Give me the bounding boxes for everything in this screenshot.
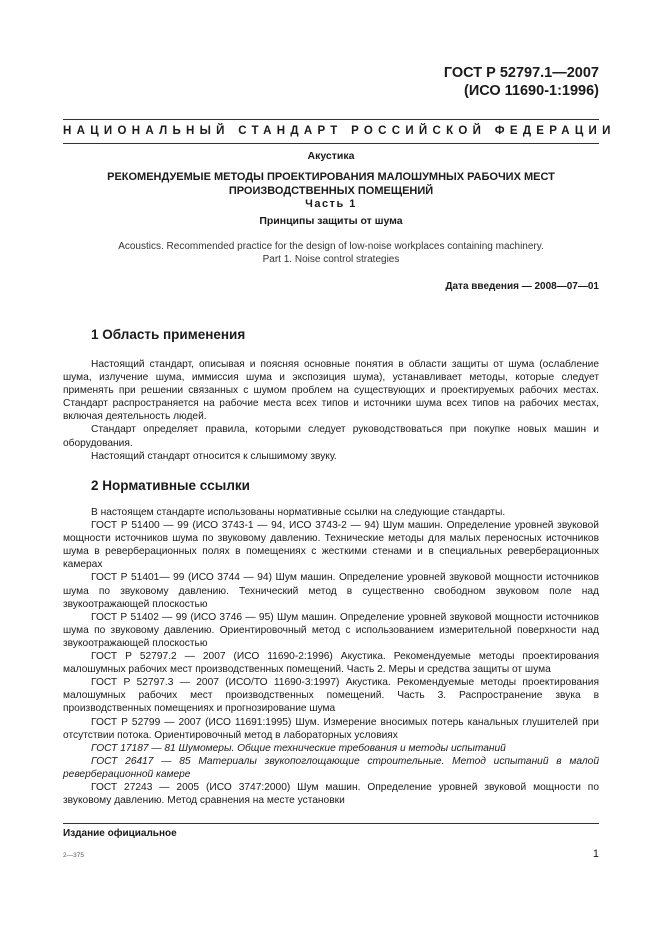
section-1-body [63, 358, 599, 463]
reference-item: ГОСТ Р 52797.3 — 2007 (ИСО/ТО 11690-3:1997) Акустика. Рекомендуемые методы проектирования малошумных рабочих мест производственных помещений. Часть 3. Распространение звука в производственных помещениях и прогнозирование шума [63, 677, 599, 715]
section-2-body [63, 506, 599, 807]
english-title-line-2: Part 1. Noise control strategies [262, 254, 400, 265]
official-edition-label: Издание официальное [63, 828, 177, 839]
reference-item: ГОСТ Р 52799 — 2007 (ИСО 11691:1995) Шум. Измерение вносимых потерь канальных глушителей при отсутствии потока. Ориентировочный метод в лабораторных условиях [63, 716, 599, 741]
paragraph: В настоящем стандарте использованы нормативные ссылки на следующие стандарты. [91, 507, 506, 518]
reference-item: ГОСТ 27243 — 2005 (ИСО 3747:2000) Шум машин. Определение уровней звуковой мощности по звуковому давлению. Метод сравнения на месте установки [63, 781, 599, 807]
part-label: Часть 1 [305, 198, 357, 210]
section-1-heading: 1 Область применения [91, 327, 246, 342]
english-title-line-1: Acoustics. Recommended practice for the design of low-noise workplaces containing machinery. [118, 241, 544, 252]
paragraph: Настоящий стандарт, описывая и поясняя основные понятия в области защиты от шума (ослабление шума, излучение шума, иммиссия шума и экспозиция шума), устанавливает методы, которые следует применять при решении связанных с шумом проблем на существующих и проектируемых рабочих местах. Стандарт распространяется на рабочие места всех типов и источники шума всех типов на рабочих местах, включая деятельность людей. [63, 359, 599, 423]
section-2-heading: 2 Нормативные ссылки [91, 478, 250, 493]
english-title [63, 240, 599, 266]
title-line-1: РЕКОМЕНДУЕМЫЕ МЕТОДЫ ПРОЕКТИРОВАНИЯ МАЛОШУМНЫХ РАБОЧИХ МЕСТ [107, 171, 555, 183]
paragraph: Стандарт определяет правила, которыми следует руководствоваться при покупке новых машин и оборудования. [63, 424, 599, 449]
standard-designation [444, 64, 599, 100]
category-label: Акустика [307, 150, 355, 162]
national-standard-banner: НАЦИОНАЛЬНЫЙ СТАНДАРТ РОССИЙСКОЙ ФЕДЕРАЦИИ [63, 125, 616, 137]
banner-divider [63, 143, 599, 144]
introduction-date: Дата введения — 2008—07—01 [445, 281, 599, 292]
title-line-2: ПРОИЗВОДСТВЕННЫХ ПОМЕЩЕНИЙ [228, 185, 434, 197]
reference-item: ГОСТ 17187 — 81 Шумомеры. Общие технические требования и методы испытаний [91, 742, 506, 754]
part-title: Принципы защиты от шума [259, 215, 403, 227]
footer-divider [63, 823, 599, 824]
page-number: 1 [592, 848, 599, 860]
iso-number: (ИСО 11690-1:1996) [464, 83, 599, 99]
reference-item: ГОСТ 26417 — 85 Материалы звукопоглощающие строительные. Метод испытаний в малой реверберационной камере [63, 755, 599, 780]
reference-item: ГОСТ Р 51402 — 99 (ИСО 3746 — 95) Шум машин. Определение уровней звуковой мощности источников шума по звуковому давлению. Ориентировочный метод с использованием измерительной поверхности над звукоотражающей плоскостью [63, 611, 599, 649]
top-divider [63, 119, 599, 120]
print-code: 2—375 [63, 852, 84, 859]
document-title [63, 170, 599, 198]
reference-item: ГОСТ Р 51401— 99 (ИСО 3744 — 94) Шум машин. Определение уровней звуковой мощности источников шума по звуковому давлению. Технический метод в существенно свободном звуковом поле над звукоотражающей плоскостью [63, 572, 599, 610]
reference-item: ГОСТ Р 52797.2 — 2007 (ИСО 11690-2:1996) Акустика. Рекомендуемые методы проектирования малошумных рабочих мест производственных помещений. Часть 2. Меры и средства защиты от шума [63, 651, 599, 676]
standard-number: ГОСТ Р 52797.1—2007 [443, 65, 599, 81]
paragraph: Настоящий стандарт относится к слышимому звуку. [91, 450, 337, 462]
reference-item: ГОСТ Р 51400 — 99 (ИСО 3743-1 — 94, ИСО 3743-2 — 94) Шум машин. Определение уровней звуковой мощности источников шума по звуковому давлению. Технические методы для малых переносных источников шума в реверберационных полях в помещениях с жесткими стенами и в специальных реверберационных камерах [63, 520, 599, 571]
